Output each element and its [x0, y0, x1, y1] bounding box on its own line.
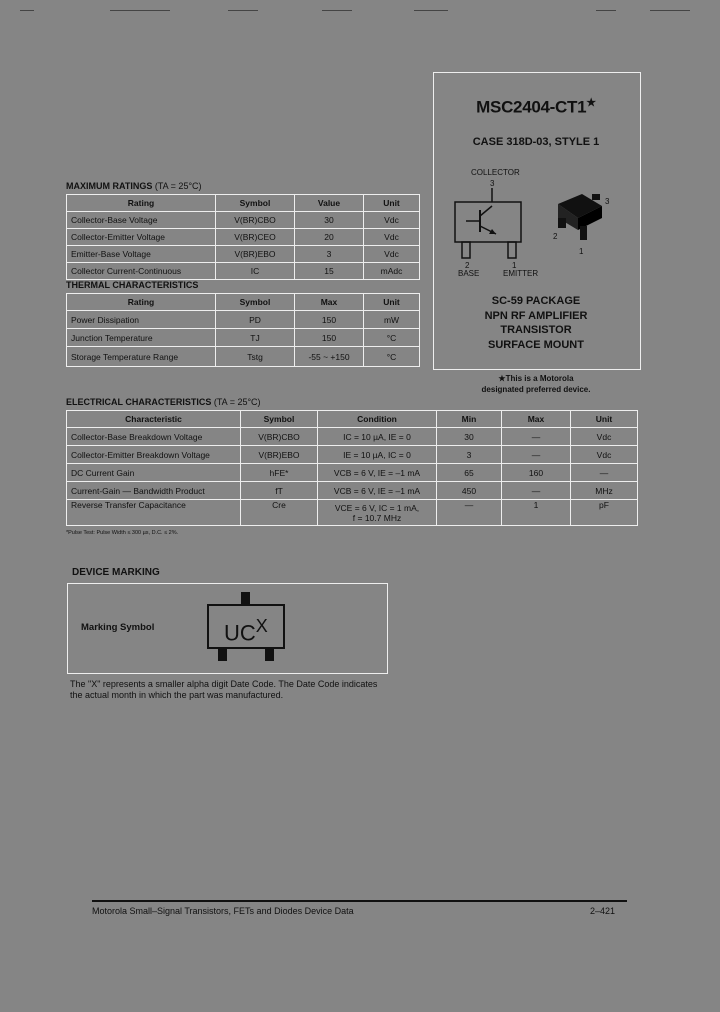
unit-cell: pF — [571, 500, 638, 526]
min-cell: 3 — [437, 446, 502, 464]
device-marking-title: DEVICE MARKING — [72, 567, 160, 578]
condition-cell: IE = 10 µA, IC = 0 — [318, 446, 437, 464]
condition-line-2: f = 10.7 MHz — [352, 512, 402, 523]
characteristic-cell: Collector-Emitter Breakdown Voltage — [67, 446, 241, 464]
preferred-star-icon: ★ — [586, 97, 596, 109]
table-row — [67, 464, 638, 482]
preferred-line-2: designated preferred device. — [481, 385, 591, 394]
thermal-title: THERMAL CHARACTERISTICS — [66, 280, 199, 290]
max-ratings-table — [66, 194, 420, 280]
header-max: Max — [502, 411, 571, 428]
unit-cell: Vdc — [364, 212, 420, 229]
max-cell: 160 — [502, 464, 571, 482]
header-unit: Unit — [364, 294, 420, 311]
header-symbol: Symbol — [216, 294, 295, 311]
max-cell: — — [502, 482, 571, 500]
header-characteristic: Characteristic — [67, 411, 241, 428]
table-row — [67, 347, 420, 367]
header-rating: Rating — [67, 294, 216, 311]
rating-cell: Collector Current-Continuous — [67, 263, 216, 280]
characteristic-cell: DC Current Gain — [67, 464, 241, 482]
value-cell: 150 — [295, 311, 364, 329]
table-header-row — [67, 294, 420, 311]
condition-line-1: VCE = 6 V, IC = 1 mA, — [334, 502, 420, 513]
package-pin-3: 3 — [605, 197, 610, 206]
max-cell: — — [502, 428, 571, 446]
unit-cell: °C — [364, 329, 420, 347]
desc-line-4: SURFACE MOUNT — [488, 338, 584, 351]
unit-cell: mAdc — [364, 263, 420, 280]
pulse-test-footnote: *Pulse Test: Pulse Width ≤ 300 µs, D.C. ≤ 2%. — [66, 530, 179, 536]
marking-symbol-label: Marking Symbol — [81, 622, 155, 633]
case-label: CASE 318D-03, STYLE 1 — [472, 136, 600, 148]
symbol-cell: TJ — [216, 329, 295, 347]
min-cell: 450 — [437, 482, 502, 500]
min-cell: — — [437, 500, 502, 526]
condition-cell: IC = 10 µA, IE = 0 — [318, 428, 437, 446]
unit-cell: Vdc — [571, 428, 638, 446]
rating-cell: Collector-Emitter Voltage — [67, 229, 216, 246]
max-ratings-title — [66, 181, 202, 191]
value-cell: -55 ~ +150 — [295, 347, 364, 367]
preferred-line-1: ★This is a Motorola — [498, 374, 574, 383]
header-max: Max — [295, 294, 364, 311]
footer-rule — [92, 900, 627, 902]
pin-emitter-label: EMITTER — [503, 269, 539, 278]
value-cell: 3 — [295, 246, 364, 263]
header-rating: Rating — [67, 195, 216, 212]
symbol-cell: fT — [241, 482, 318, 500]
header-unit: Unit — [571, 411, 638, 428]
rating-cell: Storage Temperature Range — [67, 347, 216, 367]
table-row — [67, 329, 420, 347]
symbol-cell: PD — [216, 311, 295, 329]
pin-collector-label: COLLECTOR — [471, 168, 520, 177]
header-symbol: Symbol — [241, 411, 318, 428]
part-number — [433, 96, 639, 118]
symbol-cell: V(BR)CBO — [241, 428, 318, 446]
unit-cell: MHz — [571, 482, 638, 500]
table-row — [67, 246, 420, 263]
pin-base-label: BASE — [458, 269, 480, 278]
table-row — [67, 482, 638, 500]
symbol-cell: IC — [216, 263, 295, 280]
header-condition: Condition — [318, 411, 437, 428]
table-row — [67, 229, 420, 246]
min-cell: 65 — [437, 464, 502, 482]
part-number-text: MSC2404-CT1 — [476, 97, 587, 117]
table-row — [67, 428, 638, 446]
package-pin-1: 1 — [579, 247, 584, 256]
unit-cell: °C — [364, 347, 420, 367]
unit-cell: Vdc — [364, 229, 420, 246]
header-unit: Unit — [364, 195, 420, 212]
table-row — [67, 212, 420, 229]
electrical-heading: ELECTRICAL CHARACTERISTICS — [66, 397, 212, 407]
marking-code-main: UC — [224, 620, 256, 646]
rating-cell: Collector-Base Voltage — [67, 212, 216, 229]
value-cell: 20 — [295, 229, 364, 246]
symbol-cell: V(BR)CBO — [216, 212, 295, 229]
symbol-cell: Tstg — [216, 347, 295, 367]
pin-collector-number: 3 — [490, 179, 495, 188]
value-cell: 15 — [295, 263, 364, 280]
unit-cell: Vdc — [571, 446, 638, 464]
table-row — [67, 500, 638, 526]
thermal-table — [66, 293, 420, 367]
characteristic-cell: Reverse Transfer Capacitance — [67, 500, 241, 526]
symbol-cell: Cre — [241, 500, 318, 526]
package-pin-2: 2 — [553, 232, 558, 241]
preferred-device-note — [433, 373, 639, 395]
electrical-title — [66, 397, 261, 407]
condition-cell — [318, 500, 437, 526]
condition-cell: VCB = 6 V, IE = –1 mA — [318, 482, 437, 500]
rating-cell: Emitter-Base Voltage — [67, 246, 216, 263]
max-cell: 1 — [502, 500, 571, 526]
unit-cell: mW — [364, 311, 420, 329]
table-row — [67, 446, 638, 464]
header-value: Value — [295, 195, 364, 212]
max-ratings-heading: MAXIMUM RATINGS — [66, 181, 153, 191]
electrical-condition: (TA = 25°C) — [213, 397, 261, 407]
symbol-cell: V(BR)EBO — [216, 246, 295, 263]
header-symbol: Symbol — [216, 195, 295, 212]
min-cell: 30 — [437, 428, 502, 446]
footer-left-text: Motorola Small–Signal Transistors, FETs and Diodes Device Data — [92, 906, 354, 916]
marking-code-date: X — [255, 616, 268, 636]
marking-note — [70, 679, 377, 701]
unit-cell: Vdc — [364, 246, 420, 263]
rating-cell: Power Dissipation — [67, 311, 216, 329]
symbol-cell: V(BR)EBO — [241, 446, 318, 464]
unit-cell: — — [571, 464, 638, 482]
pin-base-number: 2 — [465, 261, 470, 270]
symbol-cell: V(BR)CEO — [216, 229, 295, 246]
table-row — [67, 311, 420, 329]
marking-code — [224, 616, 268, 646]
table-header-row — [67, 195, 420, 212]
table-row — [67, 263, 420, 280]
transistor-schematic — [452, 188, 532, 266]
rating-cell: Junction Temperature — [67, 329, 216, 347]
value-cell: 30 — [295, 212, 364, 229]
footer-page-number: 2–421 — [590, 906, 616, 916]
condition-cell: VCB = 6 V, IE = –1 mA — [318, 464, 437, 482]
desc-line-2: NPN RF AMPLIFIER — [484, 309, 588, 322]
desc-line-1: SC-59 PACKAGE — [491, 295, 581, 307]
symbol-cell: hFE* — [241, 464, 318, 482]
characteristic-cell: Collector-Base Breakdown Voltage — [67, 428, 241, 446]
electrical-table — [66, 410, 638, 526]
package-description — [433, 294, 639, 352]
characteristic-cell: Current-Gain — Bandwidth Product — [67, 482, 241, 500]
max-cell: — — [502, 446, 571, 464]
marking-note-line-1: The "X" represents a smaller alpha digit Date Code. The Date Code indicates — [70, 679, 378, 689]
pin-emitter-number: 1 — [512, 261, 517, 270]
max-ratings-condition: (TA = 25°C) — [154, 181, 202, 191]
desc-line-3: TRANSISTOR — [500, 324, 572, 336]
value-cell: 150 — [295, 329, 364, 347]
marking-note-line-2: the actual month in which the part was manufactured. — [70, 690, 284, 700]
header-min: Min — [437, 411, 502, 428]
table-header-row — [67, 411, 638, 428]
